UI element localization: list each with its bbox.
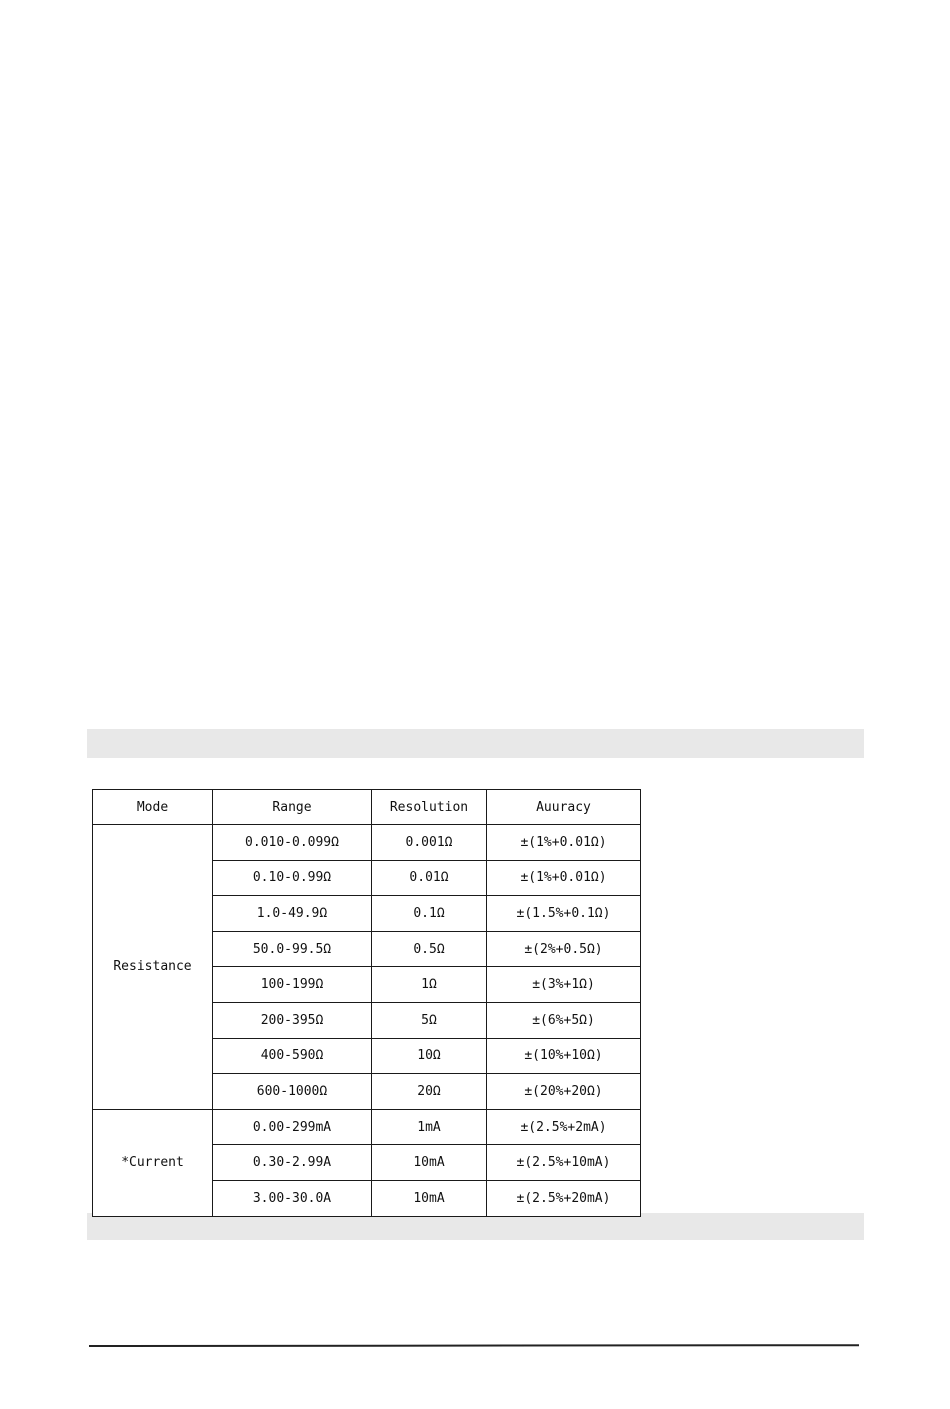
resolution-cell: 0.01Ω <box>372 860 487 896</box>
range-cell: 600-1000Ω <box>213 1074 372 1110</box>
range-cell: 100-199Ω <box>213 967 372 1003</box>
resolution-cell: 1mA <box>372 1109 487 1145</box>
resolution-cell: 10mA <box>372 1145 487 1181</box>
table-header-row <box>93 790 641 825</box>
resolution-cell: 5Ω <box>372 1002 487 1038</box>
mode-cell-current: *Current <box>93 1109 213 1216</box>
range-cell: 0.30-2.99A <box>213 1145 372 1181</box>
range-cell: 50.0-99.5Ω <box>213 931 372 967</box>
range-cell: 3.00-30.0A <box>213 1180 372 1216</box>
accuracy-cell: ±(1.5%+0.1Ω) <box>487 896 641 932</box>
range-cell: 200-395Ω <box>213 1002 372 1038</box>
mode-cell-resistance: Resistance <box>93 825 213 1110</box>
accuracy-cell: ±(6%+5Ω) <box>487 1002 641 1038</box>
header-mode: Mode <box>93 790 213 825</box>
specification-table <box>92 789 641 1217</box>
header-resolution: Resolution <box>372 790 487 825</box>
range-cell: 400-590Ω <box>213 1038 372 1074</box>
footer-rule <box>89 1344 859 1347</box>
accuracy-cell: ±(2%+0.5Ω) <box>487 931 641 967</box>
resolution-cell: 10mA <box>372 1180 487 1216</box>
accuracy-cell: ±(2.5%+2mA) <box>487 1109 641 1145</box>
header-accuracy: Auuracy <box>487 790 641 825</box>
accuracy-cell: ±(1%+0.01Ω) <box>487 825 641 861</box>
resolution-cell: 10Ω <box>372 1038 487 1074</box>
resolution-cell: 20Ω <box>372 1074 487 1110</box>
range-cell: 0.10-0.99Ω <box>213 860 372 896</box>
range-cell: 0.00-299mA <box>213 1109 372 1145</box>
accuracy-cell: ±(2.5%+10mA) <box>487 1145 641 1181</box>
range-cell: 1.0-49.9Ω <box>213 896 372 932</box>
range-cell: 0.010-0.099Ω <box>213 825 372 861</box>
table-row <box>93 825 641 861</box>
accuracy-cell: ±(1%+0.01Ω) <box>487 860 641 896</box>
resolution-cell: 0.1Ω <box>372 896 487 932</box>
accuracy-cell: ±(2.5%+20mA) <box>487 1180 641 1216</box>
resolution-cell: 0.001Ω <box>372 825 487 861</box>
section-footer-bar <box>87 1213 864 1240</box>
resolution-cell: 0.5Ω <box>372 931 487 967</box>
header-range: Range <box>213 790 372 825</box>
accuracy-cell: ±(10%+10Ω) <box>487 1038 641 1074</box>
section-header-bar <box>87 729 864 758</box>
resolution-cell: 1Ω <box>372 967 487 1003</box>
table-row <box>93 1109 641 1145</box>
accuracy-cell: ±(20%+20Ω) <box>487 1074 641 1110</box>
accuracy-cell: ±(3%+1Ω) <box>487 967 641 1003</box>
